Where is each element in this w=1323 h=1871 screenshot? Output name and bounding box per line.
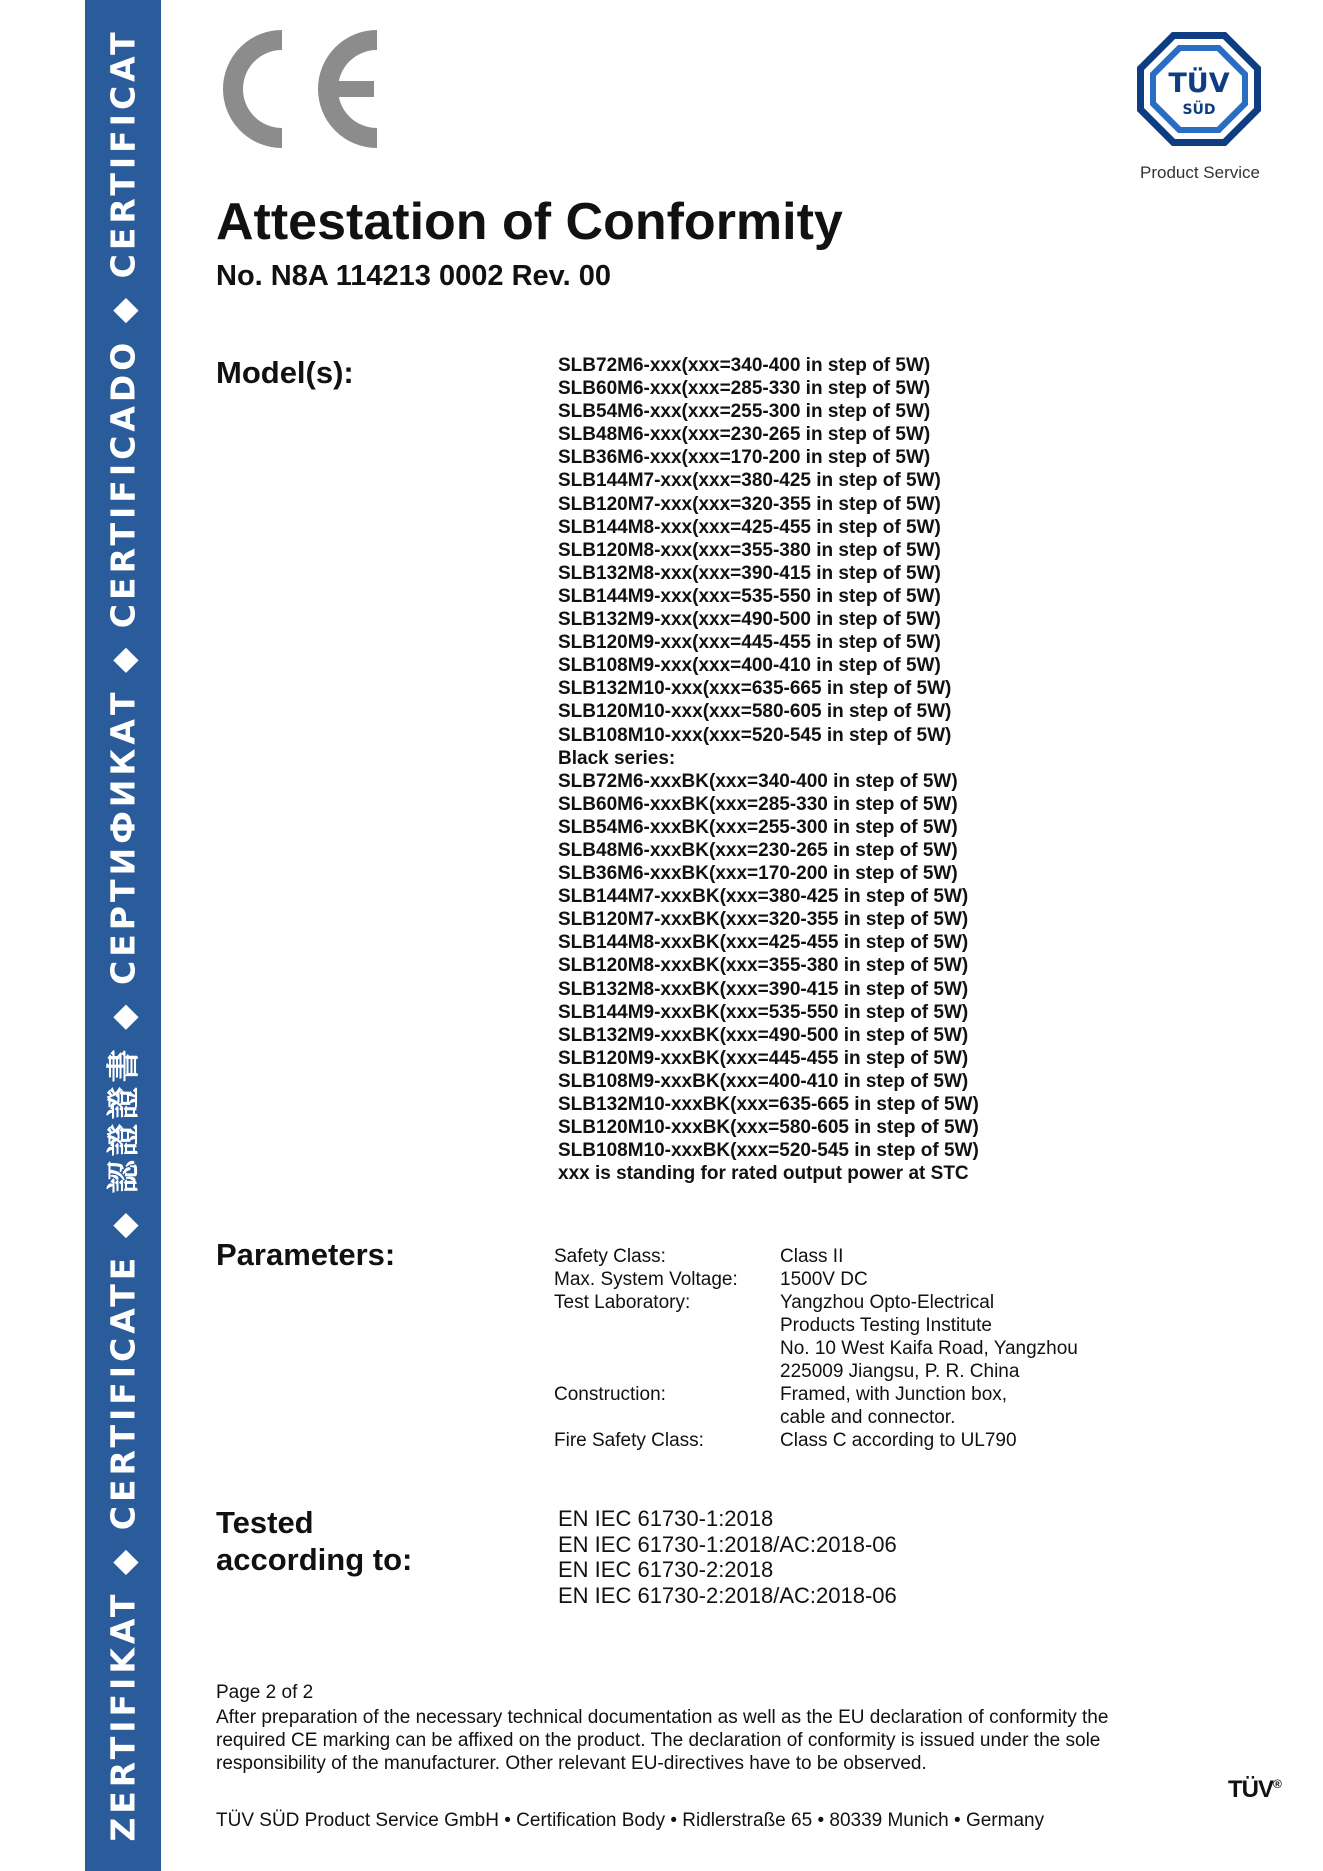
model-line: SLB48M6-xxx(xxx=230-265 in step of 5W): [558, 424, 931, 446]
model-line: SLB132M9-xxx(xxx=490-500 in step of 5W): [558, 609, 941, 631]
tuv-sud-badge-logo: [1135, 30, 1263, 148]
standard-item: EN IEC 61730-2:2018/AC:2018-06: [558, 1582, 897, 1608]
parameter-value: Class II: [780, 1246, 844, 1267]
model-line: SLB132M8-xxx(xxx=390-415 in step of 5W): [558, 562, 941, 584]
model-line: SLB108M9-xxxBK(xxx=400-410 in step of 5W): [558, 1070, 969, 1092]
model-line: SLB54M6-xxx(xxx=255-300 in step of 5W): [558, 401, 931, 423]
model-line: SLB120M8-xxx(xxx=355-380 in step of 5W): [558, 539, 941, 561]
standard-item: EN IEC 61730-2:2018: [558, 1557, 774, 1582]
model-line: SLB144M8-xxx(xxx=425-455 in step of 5W): [558, 516, 941, 538]
model-line: SLB144M7-xxx(xxx=380-425 in step of 5W): [558, 470, 941, 492]
tested-label-line2: according to:: [216, 1541, 413, 1577]
model-line: SLB120M9-xxx(xxx=445-455 in step of 5W): [558, 632, 941, 654]
certificate-side-band-text: ZERTIFIKAT ◆ CERTIFICATE ◆ 認證證書 ◆ СЕРТИФИКАТ ◆ CERTIFICADO ◆ CERTIFICAT: [103, 28, 143, 1842]
parameter-label: Test Laboratory:: [554, 1292, 691, 1313]
standard-item: EN IEC 61730-1:2018/AC:2018-06: [558, 1531, 897, 1557]
certificate-number: No. N8A 114213 0002 Rev. 00: [216, 260, 611, 292]
model-line: SLB108M10-xxxBK(xxx=520-545 in step of 5W): [558, 1140, 979, 1162]
model-line: SLB120M7-xxxBK(xxx=320-355 in step of 5W): [558, 909, 969, 931]
model-line: SLB144M8-xxxBK(xxx=425-455 in step of 5W): [558, 932, 969, 954]
model-line: SLB132M8-xxxBK(xxx=390-415 in step of 5W): [558, 978, 969, 1000]
parameter-label: Construction:: [554, 1384, 666, 1405]
model-line: SLB120M8-xxxBK(xxx=355-380 in step of 5W): [558, 955, 969, 977]
parameter-row: [554, 1429, 1114, 1452]
parameter-value: Class C according to UL790: [780, 1430, 1017, 1451]
tested-label-line1: Tested: [216, 1505, 314, 1540]
parameter-label: Max. System Voltage:: [554, 1269, 738, 1290]
disclaimer-text: After preparation of the necessary technical documentation as well as the EU declaration of conformity the required CE marking can be affixed on the product. The declaration of conformity is issued under the sole responsibility of the manufacturer. Other relevant EU-directives have to be observed.: [216, 1707, 1109, 1774]
parameter-label: Safety Class:: [554, 1246, 666, 1267]
document-title: Attestation of Conformity: [216, 193, 843, 251]
model-line: SLB132M9-xxxBK(xxx=490-500 in step of 5W): [558, 1024, 969, 1046]
registered-trademark-icon: ®: [1273, 1777, 1282, 1791]
parameter-row: [554, 1268, 1114, 1291]
model-line: SLB132M10-xxx(xxx=635-665 in step of 5W): [558, 678, 952, 700]
model-line: Black series:: [558, 747, 676, 769]
model-line: SLB120M10-xxxBK(xxx=580-605 in step of 5W): [558, 1117, 979, 1139]
standard-item: EN IEC 61730-1:2018: [558, 1506, 774, 1531]
model-line: SLB72M6-xxx(xxx=340-400 in step of 5W): [558, 355, 931, 376]
model-line: SLB144M9-xxx(xxx=535-550 in step of 5W): [558, 585, 941, 607]
model-line: SLB108M10-xxx(xxx=520-545 in step of 5W): [558, 724, 952, 746]
parameters-table: [554, 1245, 1114, 1452]
model-line: SLB120M7-xxx(xxx=320-355 in step of 5W): [558, 493, 941, 515]
model-line: SLB36M6-xxx(xxx=170-200 in step of 5W): [558, 447, 931, 469]
footer-address: TÜV SÜD Product Service GmbH • Certification Body • Ridlerstraße 65 • 80339 Munich • Germany: [216, 1810, 1045, 1831]
tested-section-label: [216, 1505, 412, 1578]
parameter-value: 1500V DC: [780, 1269, 868, 1290]
standards-list: [558, 1506, 897, 1608]
parameter-value: Yangzhou Opto-Electrical Products Testing Institute No. 10 West Kaifa Road, Yangzhou 225009 Jiangsu, P. R. China: [780, 1292, 1078, 1382]
model-line: SLB72M6-xxxBK(xxx=340-400 in step of 5W): [558, 770, 958, 792]
parameter-value: Framed, with Junction box, cable and connector.: [780, 1384, 1008, 1428]
ce-mark-logo: [210, 28, 385, 150]
parameter-row: [554, 1291, 1114, 1383]
model-line: SLB144M7-xxxBK(xxx=380-425 in step of 5W): [558, 886, 969, 908]
model-line: SLB54M6-xxxBK(xxx=255-300 in step of 5W): [558, 816, 958, 838]
model-line: SLB120M10-xxx(xxx=580-605 in step of 5W): [558, 701, 952, 723]
parameter-row: [554, 1245, 1114, 1268]
page-number: Page 2 of 2: [216, 1682, 314, 1703]
model-line: SLB108M9-xxx(xxx=400-410 in step of 5W): [558, 655, 941, 677]
model-line: xxx is standing for rated output power at STC: [558, 1163, 969, 1185]
model-line: SLB48M6-xxxBK(xxx=230-265 in step of 5W): [558, 839, 958, 861]
models-section-label: Model(s):: [216, 355, 354, 390]
model-line: SLB132M10-xxxBK(xxx=635-665 in step of 5W): [558, 1094, 979, 1115]
tuv-footer-mark-text: TÜV: [1228, 1776, 1273, 1803]
tuv-badge-bottom-text: SÜD: [1182, 102, 1216, 118]
tuv-badge-top-text: TÜV: [1168, 68, 1230, 99]
models-list: [558, 354, 979, 1185]
parameter-row: [554, 1383, 1114, 1429]
model-line: SLB60M6-xxxBK(xxx=285-330 in step of 5W): [558, 793, 958, 815]
parameter-label: Fire Safety Class:: [554, 1430, 704, 1451]
parameters-section-label: Parameters:: [216, 1237, 396, 1272]
tuv-footer-mark: [1228, 1776, 1282, 1804]
model-line: SLB144M9-xxxBK(xxx=535-550 in step of 5W): [558, 1001, 969, 1023]
tuv-product-service-label: Product Service: [1140, 163, 1260, 182]
model-line: SLB120M9-xxxBK(xxx=445-455 in step of 5W): [558, 1047, 969, 1069]
model-line: SLB60M6-xxx(xxx=285-330 in step of 5W): [558, 378, 931, 400]
model-line: SLB36M6-xxxBK(xxx=170-200 in step of 5W): [558, 863, 958, 885]
